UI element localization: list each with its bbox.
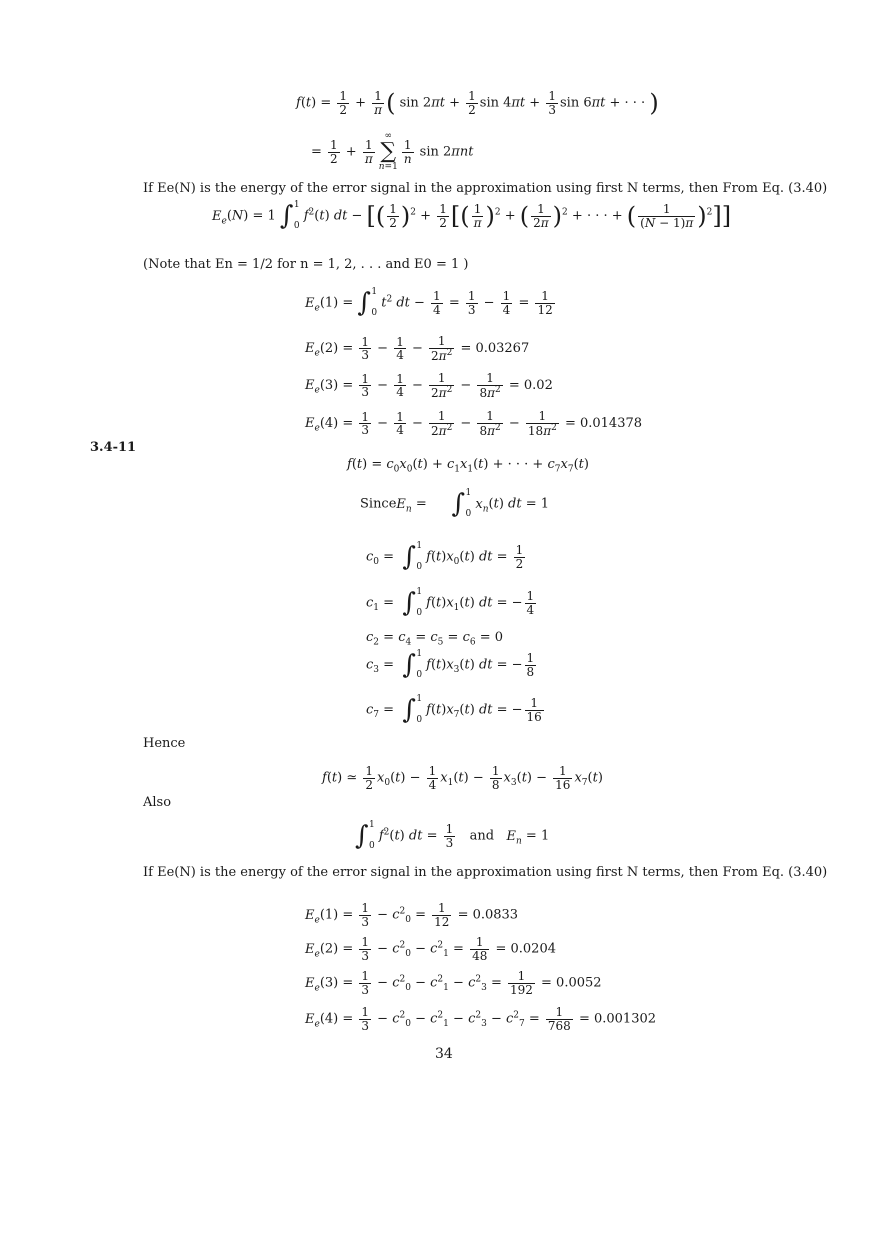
equation-since-en: SinceE$_n$ = ∫ 1 0 $x_n(t)$ dt = 1 bbox=[360, 488, 550, 519]
equation-ft-series: f(t) = $\frac{1}{2}$ + $\frac{1}{\pi}$ ( sin 2πt + $\frac{1}{2}$ sin 4πt + $\frac{1}{3}$ sin 6πt + · · · ) bbox=[296, 89, 659, 118]
energy-intro-text: If Ee(N) is the energy of the error signal in the approximation using first N terms, then From Eq. (3.40) bbox=[143, 181, 828, 196]
ee2-value-a: = 0.03267 bbox=[460, 341, 530, 357]
equation-ee2-b: $E_e(2)$ = $\frac{1}{3}$ − $c^2_0 - c^2_1$ = $\frac{1}{48}$ = 0.0204 bbox=[305, 935, 556, 963]
equation-f-energy: ∫ 1 0 $f^2(t)$ dt = $\frac{1}{3}$ and $E_n = 1$ bbox=[355, 820, 550, 852]
also-text: Also bbox=[143, 795, 172, 810]
hence-text: Hence bbox=[143, 736, 186, 751]
equation-ee4-b: $E_e(4)$ = $\frac{1}{3}$ − $c^2_0 - c^2_1 - c^2_3 - c^2_7$ = $\frac{1}{768}$ = 0.001302 bbox=[305, 1005, 657, 1033]
equation-ft-approx: f(t) ≃ $\frac{1}{2}$ $x_0(t)$ − $\frac{1}{4}$ $x_1(t)$ − $\frac{1}{8}$ $x_3(t)$ − $\frac{1}{16}$ $x_7(t)$ bbox=[322, 764, 603, 792]
ee4-value-a: = 0.014378 bbox=[564, 416, 643, 432]
equation-ee2-a: $E_e(2)$ = $\frac{1}{3}$ − $\frac{1}{4}$ − $\frac{1}{2\pi^2}$ = 0.03267 bbox=[305, 334, 530, 363]
equation-ee1-b: $E_e(1)$ = $\frac{1}{3}$ − $c^2_0$ = $\frac{1}{12}$ = 0.0833 bbox=[305, 901, 519, 929]
ee3-value-a: = 0.02 bbox=[508, 378, 553, 394]
energy-intro-text-2: If Ee(N) is the energy of the error signal in the approximation using first N terms, then From Eq. (3.40) bbox=[143, 865, 828, 880]
equation-ee1-a: $E_e(1)$ = ∫ 1 0 $t^2$ dt − $\frac{1}{4}$ = $\frac{1}{3}$ − $\frac{1}{4}$ = $\frac{1}{12}$ bbox=[305, 287, 553, 319]
ee3-value-b: = 0.0052 bbox=[541, 975, 602, 991]
equation-ee3-a: $E_e(3)$ = $\frac{1}{3}$ − $\frac{1}{4}$ − $\frac{1}{2\pi^2}$ − $\frac{1}{8\pi^2}$ = 0.02 bbox=[305, 371, 553, 400]
equation-c3: $c_3$ = ∫ 1 0 $f(t)x_3(t)$ dt = − $\frac{1}{8}$ bbox=[366, 649, 535, 681]
equation-c-zero: $c_2 = c_4 = c_5 = c_6 = 0$ bbox=[366, 630, 504, 648]
problem-label: 3.4-11 bbox=[90, 440, 137, 455]
equation-energy-error: $E_e(N) = 1$ ∫ 1 0 $f^2(t)$ dt − [( $\frac{1}{2}$ )$^2$ + $\frac{1}{2}$ [( $\frac{1}{\pi}$ )$^2$ + ( $\frac{1}{2\pi}$ )$^2$ + · · · + ( $\frac{1}{(N - 1)\pi}$ )$^2$]] bbox=[212, 200, 732, 232]
equation-ee4-a: $E_e(4)$ = $\frac{1}{3}$ − $\frac{1}{4}$ − $\frac{1}{2\pi^2}$ − $\frac{1}{8\pi^2}$ − $\frac{1}{18\pi^2}$ = 0.014378 bbox=[305, 409, 643, 438]
page-number: 34 bbox=[435, 1046, 453, 1062]
equation-ft-sum: = $\frac{1}{2}$ + $\frac{1}{\pi}$ ∞ ∑ n=1 $\frac{1}{n}$ sin 2πnt bbox=[311, 131, 474, 172]
equation-c0: $c_0$ = ∫ 1 0 $f(t)x_0(t)$ dt = $\frac{1}{2}$ bbox=[366, 541, 524, 573]
equation-ft-expansion: $f(t) = c_0x_0(t) + c_1x_1(t)$ + · · · + $c_7x_7(t)$ bbox=[347, 457, 589, 475]
ee1-value-b: = 0.0833 bbox=[457, 907, 519, 923]
ee2-value-b: = 0.0204 bbox=[495, 941, 556, 957]
equation-ee3-b: $E_e(3)$ = $\frac{1}{3}$ − $c^2_0 - c^2_1 - c^2_3$ = $\frac{1}{192}$ = 0.0052 bbox=[305, 969, 602, 997]
ee4-value-b: = 0.001302 bbox=[578, 1011, 657, 1027]
equation-c7: $c_7$ = ∫ 1 0 $f(t)x_7(t)$ dt = − $\frac{1}{16}$ bbox=[366, 694, 542, 726]
equation-c1: $c_1$ = ∫ 1 0 $f(t)x_1(t)$ dt = − $\frac{1}{4}$ bbox=[366, 587, 535, 619]
note-text: (Note that En = 1/2 for n = 1, 2, . . . and E0 = 1 ) bbox=[143, 257, 469, 272]
